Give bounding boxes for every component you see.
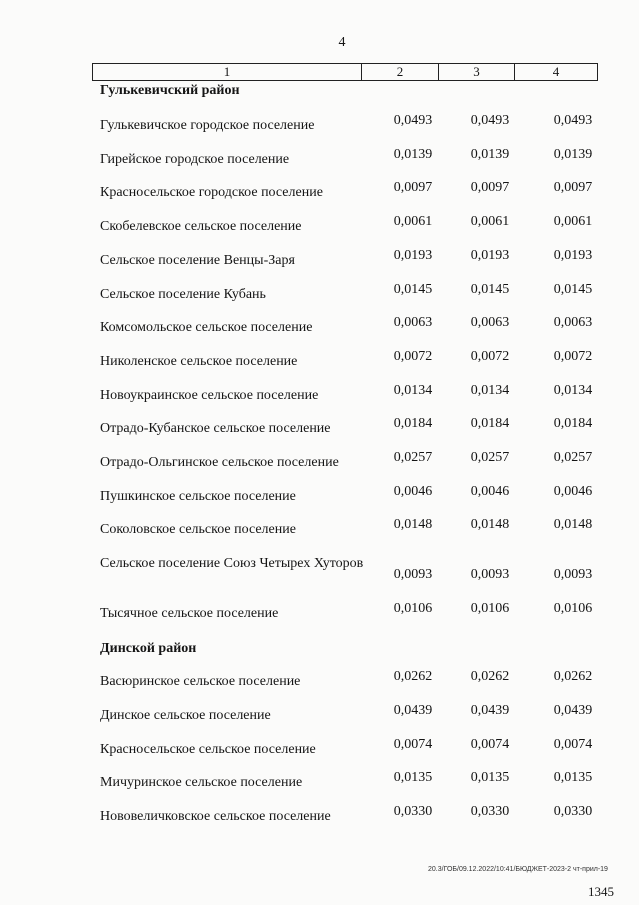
- settlement-name: Новоукраинское сельское поселение: [100, 388, 319, 403]
- value-col-4: 0,0134: [553, 383, 593, 398]
- settlement-name: Гулькевичское городское поселение: [100, 118, 315, 133]
- value-col-4: 0,0074: [553, 737, 593, 752]
- value-col-2: 0,0061: [393, 214, 433, 229]
- settlement-name: Отрадо-Ольгинское сельское поселение: [100, 455, 339, 470]
- settlement-name: Соколовское сельское поселение: [100, 522, 296, 537]
- value-col-3: 0,0072: [470, 349, 510, 364]
- value-col-2: 0,0257: [393, 450, 433, 465]
- header-col-2: 2: [362, 64, 439, 80]
- value-col-2: 0,0493: [393, 113, 433, 128]
- value-col-3: 0,0193: [470, 248, 510, 263]
- value-col-3: 0,0184: [470, 416, 510, 431]
- settlement-name: Красносельское городское поселение: [100, 185, 323, 200]
- value-col-3: 0,0262: [470, 669, 510, 684]
- settlement-name: Пушкинское сельское поселение: [100, 489, 296, 504]
- value-col-4: 0,0148: [553, 517, 593, 532]
- value-col-4: 0,0072: [553, 349, 593, 364]
- value-col-3: 0,0139: [470, 147, 510, 162]
- value-col-3: 0,0135: [470, 770, 510, 785]
- value-col-3: 0,0493: [470, 113, 510, 128]
- settlement-name: Динское сельское поселение: [100, 708, 271, 723]
- value-col-4: 0,0093: [553, 567, 593, 582]
- settlement-name: Сельское поселение Венцы-Заря: [100, 253, 295, 268]
- value-col-2: 0,0134: [393, 383, 433, 398]
- value-col-4: 0,0135: [553, 770, 593, 785]
- value-col-3: 0,0097: [470, 180, 510, 195]
- settlement-name: Отрадо-Кубанское сельское поселение: [100, 421, 331, 436]
- settlement-name: Красносельское сельское поселение: [100, 742, 316, 757]
- settlement-name: Гирейское городское поселение: [100, 152, 290, 167]
- footer-code: 20.3/ГОБ/09.12.2022/10:41/БЮДЖЕТ-2023-2 чт-прил-19: [428, 866, 608, 873]
- value-col-4: 0,0097: [553, 180, 593, 195]
- value-col-3: 0,0134: [470, 383, 510, 398]
- value-col-2: 0,0262: [393, 669, 433, 684]
- value-col-3: 0,0063: [470, 315, 510, 330]
- page-number: 4: [338, 35, 346, 50]
- value-col-2: 0,0063: [393, 315, 433, 330]
- header-col-1: 1: [93, 64, 362, 80]
- sheet-number: 1345: [588, 884, 614, 899]
- value-col-3: 0,0074: [470, 737, 510, 752]
- header-col-4: 4: [552, 64, 560, 79]
- value-col-3: 0,0046: [470, 484, 510, 499]
- value-col-2: 0,0074: [393, 737, 433, 752]
- value-col-4: 0,0193: [553, 248, 593, 263]
- value-col-4: 0,0063: [553, 315, 593, 330]
- value-col-2: 0,0093: [393, 567, 433, 582]
- value-col-3: 0,0093: [470, 567, 510, 582]
- value-col-4: 0,0184: [553, 416, 593, 431]
- value-col-4: 0,0061: [553, 214, 593, 229]
- value-col-3: 0,0106: [470, 601, 510, 616]
- header-col-3: 3: [439, 64, 515, 80]
- value-col-4: 0,0439: [553, 703, 593, 718]
- district-name: Динской район: [100, 641, 197, 656]
- value-col-3: 0,0061: [470, 214, 510, 229]
- settlement-name: Тысячное сельское поселение: [100, 606, 279, 621]
- value-col-4: 0,0106: [553, 601, 593, 616]
- value-col-2: 0,0072: [393, 349, 433, 364]
- value-col-2: 0,0330: [393, 804, 433, 819]
- value-col-2: 0,0106: [393, 601, 433, 616]
- value-col-2: 0,0439: [393, 703, 433, 718]
- value-col-3: 0,0330: [470, 804, 510, 819]
- value-col-4: 0,0145: [553, 282, 593, 297]
- settlement-name: Скобелевское сельское поселение: [100, 219, 302, 234]
- settlement-name: Комсомольское сельское поселение: [100, 320, 313, 335]
- value-col-4: 0,0493: [553, 113, 593, 128]
- settlement-name: Николенское сельское поселение: [100, 354, 298, 369]
- value-col-4: 0,0139: [553, 147, 593, 162]
- value-col-2: 0,0046: [393, 484, 433, 499]
- value-col-4: 0,0257: [553, 450, 593, 465]
- value-col-4: 0,0046: [553, 484, 593, 499]
- value-col-3: 0,0148: [470, 517, 510, 532]
- settlement-name: Сельское поселение Союз Четырех Хуторов: [100, 556, 364, 571]
- value-col-2: 0,0148: [393, 517, 433, 532]
- value-col-2: 0,0135: [393, 770, 433, 785]
- value-col-4: 0,0330: [553, 804, 593, 819]
- value-col-4: 0,0262: [553, 669, 593, 684]
- value-col-2: 0,0193: [393, 248, 433, 263]
- settlement-name: Васюринское сельское поселение: [100, 674, 301, 689]
- settlement-name: Сельское поселение Кубань: [100, 287, 266, 302]
- value-col-3: 0,0439: [470, 703, 510, 718]
- value-col-3: 0,0257: [470, 450, 510, 465]
- value-col-2: 0,0139: [393, 147, 433, 162]
- settlement-name: Мичуринское сельское поселение: [100, 775, 303, 790]
- settlement-name: Нововеличковское сельское поселение: [100, 809, 331, 824]
- value-col-2: 0,0097: [393, 180, 433, 195]
- value-col-2: 0,0145: [393, 282, 433, 297]
- value-col-2: 0,0184: [393, 416, 433, 431]
- value-col-3: 0,0145: [470, 282, 510, 297]
- district-name: Гулькевичский район: [100, 83, 240, 98]
